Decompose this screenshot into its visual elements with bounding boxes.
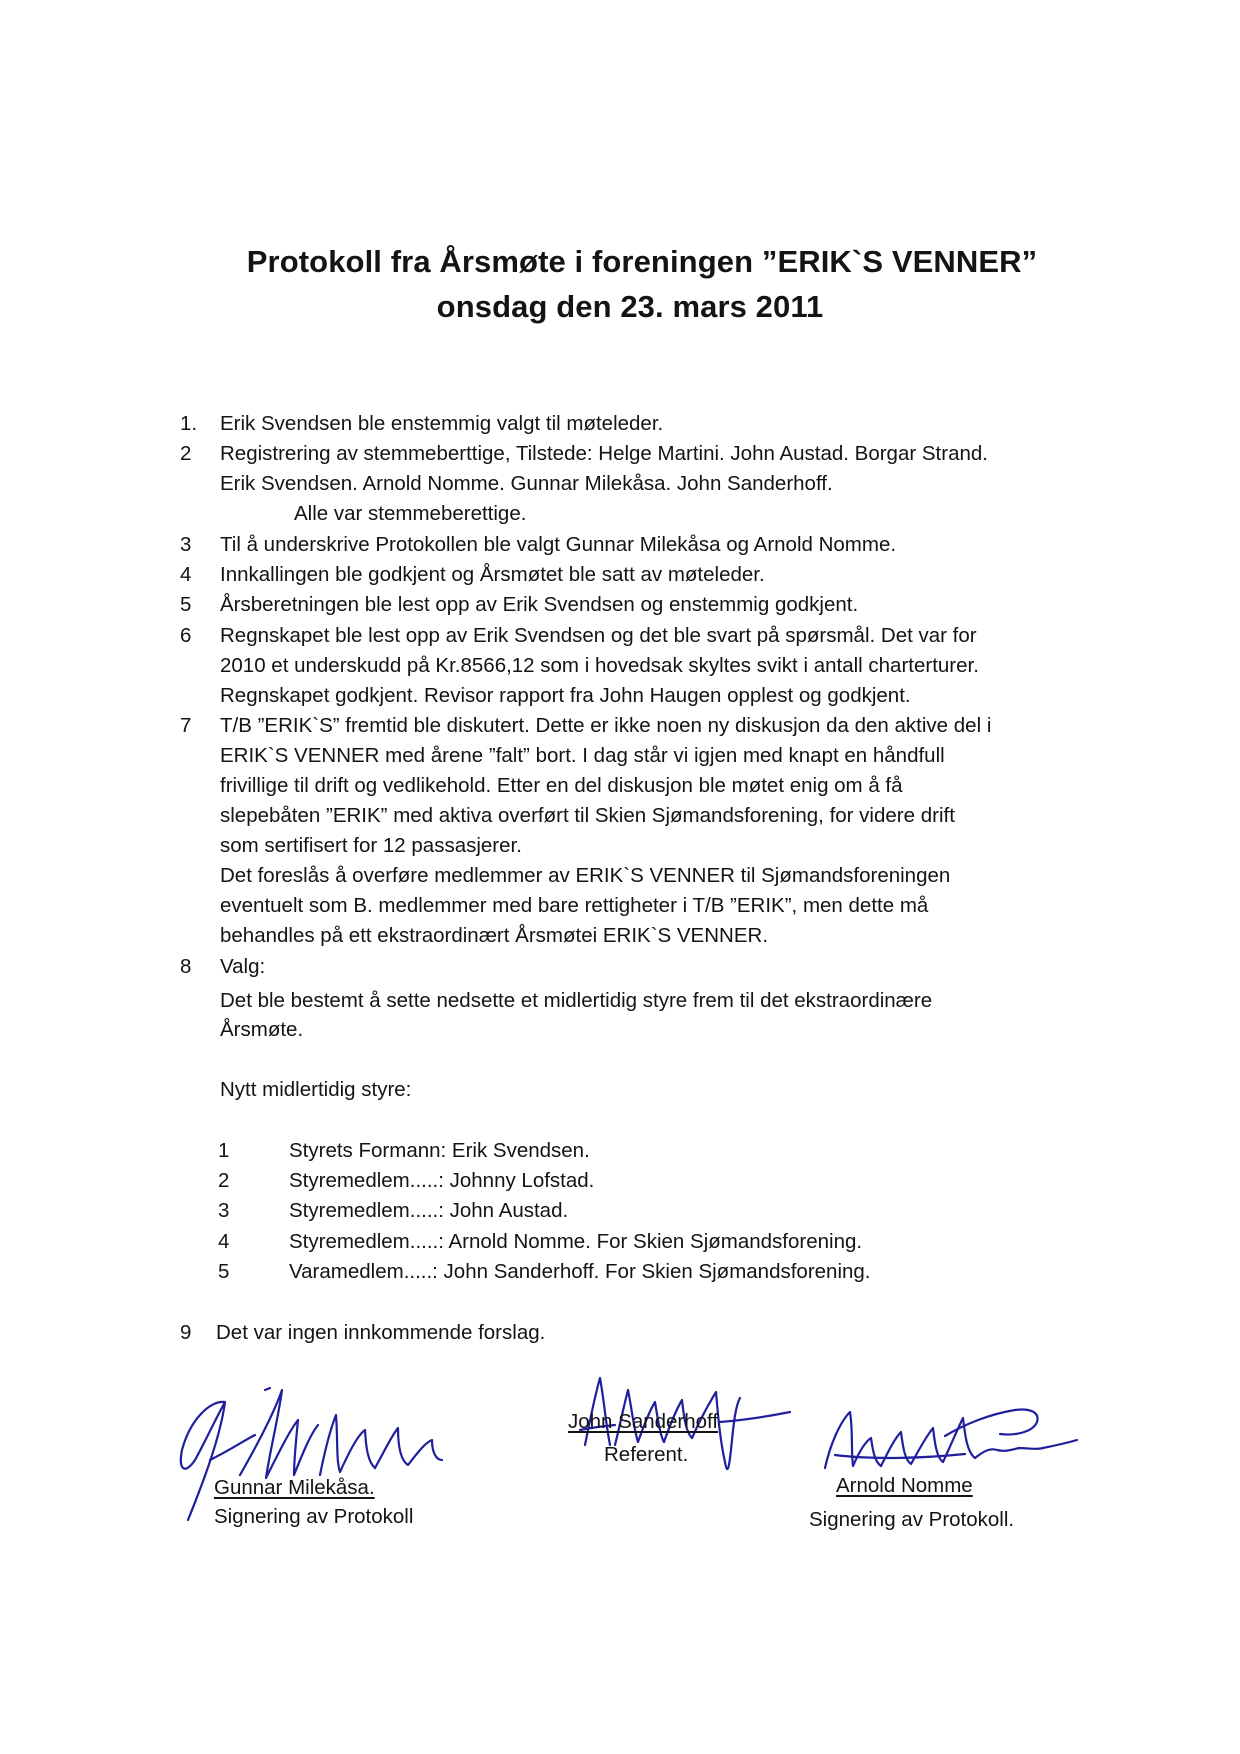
item-text: eventuelt som B. medlemmer med bare rettigheter i T/B ”ERIK”, men dette må [220,894,929,917]
item-text: T/B ”ERIK`S” fremtid ble diskutert. Dette er ikke noen ny diskusjon da den aktive del i [220,714,992,737]
item-text: Registrering av stemmeberttige, Tilstede: Helge Martini. John Austad. Borgar Strand. [220,442,988,465]
item-number: 6 [180,624,192,647]
board-text: Varamedlem.....: John Sanderhoff. For Skien Sjømandsforening. [289,1260,871,1283]
item-text: behandles på ett ekstraordinært Årsmøtei ERIK`S VENNER. [220,924,769,947]
item-number: 9 [180,1321,192,1344]
item-text: frivillige til drift og vedlikehold. Etter en del diskusjon ble møtet enig om å få [220,774,903,797]
item-text: Regnskapet ble lest opp av Erik Svendsen og det ble svart på spørsmål. Det var for [220,624,977,647]
item-text: slepebåten ”ERIK” med aktiva overført til Skien Sjømandsforening, for videre drift [220,804,955,827]
document-date: onsdag den 23. mars 2011 [436,289,824,324]
board-number: 5 [218,1260,230,1283]
item-number: 4 [180,563,192,586]
item-number: 5 [180,593,192,616]
item-text: Årsmøte. [220,1018,304,1041]
item-text: Erik Svendsen. Arnold Nomme. Gunnar Milekåsa. John Sanderhoff. [220,472,833,495]
board-text: Styremedlem.....: Arnold Nomme. For Skien Sjømandsforening. [289,1230,863,1253]
board-text: Styrets Formann: Erik Svendsen. [289,1139,590,1162]
board-number: 3 [218,1199,230,1222]
board-number: 2 [218,1169,230,1192]
item-number: 7 [180,714,192,737]
signatory-role: Signering av Protokoll. [809,1508,1015,1531]
signatory-name: John Sanderhoff [568,1410,719,1433]
item-text: Til å underskrive Protokollen ble valgt Gunnar Milekåsa og Arnold Nomme. [220,533,897,556]
item-text: Det ble bestemt å sette nedsette et midlertidig styre frem til det ekstraordinære [220,989,933,1012]
item-number: 1. [180,412,198,435]
item-text: ERIK`S VENNER med årene ”falt” bort. I dag står vi igjen med knapt en håndfull [220,744,945,767]
item-text: Det var ingen innkommende forslag. [216,1321,546,1344]
item-text: Alle var stemmeberettige. [294,502,527,525]
signatory-role: Signering av Protokoll [214,1505,414,1528]
signatory-name: Gunnar Milekåsa. [214,1476,375,1499]
document-title: Protokoll fra Årsmøte i foreningen ”ERIK`S VENNER” [246,244,1038,279]
board-number: 1 [218,1139,230,1162]
board-text: Styremedlem.....: John Austad. [289,1199,569,1222]
item-text: Det foreslås å overføre medlemmer av ERIK`S VENNER til Sjømandsforeningen [220,864,951,887]
item-text: Regnskapet godkjent. Revisor rapport fra John Haugen opplest og godkjent. [220,684,911,707]
board-heading-text: Nytt midlertidig styre: [220,1078,412,1101]
item-text: 2010 et underskudd på Kr.8566,12 som i hovedsak skyltes svikt i antall charterturer. [220,654,979,677]
item-text: Innkallingen ble godkjent og Årsmøtet ble satt av møteleder. [220,563,765,586]
item-text: som sertifisert for 12 passasjerer. [220,834,522,857]
board-text: Styremedlem.....: Johnny Lofstad. [289,1169,595,1192]
item-number: 3 [180,533,192,556]
item-number: 2 [180,442,192,465]
item-number: 8 [180,955,192,978]
item-text: Erik Svendsen ble enstemmig valgt til møteleder. [220,412,664,435]
item-text: Årsberetningen ble lest opp av Erik Svendsen og enstemmig godkjent. [220,593,859,616]
signatory-role: Referent. [604,1443,689,1466]
signatory-name: Arnold Nomme [836,1474,973,1497]
board-number: 4 [218,1230,230,1253]
item-text: Valg: [220,955,266,978]
